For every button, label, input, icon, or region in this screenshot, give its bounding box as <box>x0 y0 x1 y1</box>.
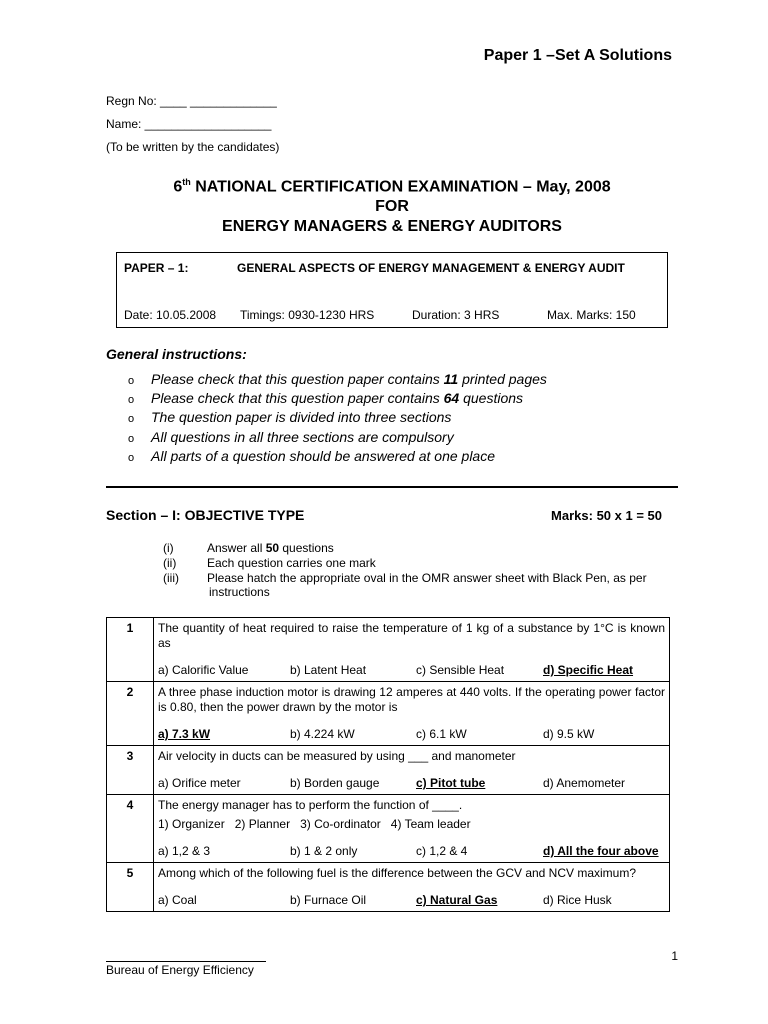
exam-date: Date: 10.05.2008 <box>124 308 217 322</box>
paper-label: PAPER – 1: <box>124 261 189 275</box>
instruction-continuation: instructions <box>209 585 270 599</box>
question-number: 1 <box>107 618 154 682</box>
section-divider <box>106 486 678 488</box>
instruction-text-pre: Answer all <box>207 541 266 555</box>
sub-item: 3) Co-ordinator <box>300 817 381 831</box>
question-row <box>107 863 670 912</box>
correct-answer-option: c) Natural Gas <box>416 893 498 907</box>
questions-table <box>106 617 670 912</box>
section-instruction <box>163 541 334 555</box>
name-field: Name: ___________________ <box>106 117 272 131</box>
footer-rule <box>106 961 266 962</box>
answer-option: a) Orifice meter <box>158 776 241 790</box>
instruction-item <box>128 448 668 467</box>
exam-timings: Timings: 0930-1230 HRS <box>240 308 375 322</box>
question-text: Among which of the following fuel is the difference between the GCV and NCV maximum? <box>158 866 637 880</box>
answer-options <box>158 727 665 742</box>
answer-option: a) 1,2 & 3 <box>158 844 211 858</box>
question-cell <box>154 746 670 795</box>
question-row <box>107 682 670 746</box>
answer-option: d) 9.5 kW <box>543 727 595 741</box>
answer-option: a) Calorific Value <box>158 663 249 677</box>
exam-title-line2: FOR <box>375 198 409 216</box>
sub-item: 1) Organizer <box>158 817 225 831</box>
sub-item: 4) Team leader <box>390 817 471 831</box>
question-sub-items <box>158 817 665 832</box>
question-number: 4 <box>107 795 154 863</box>
answer-options <box>158 663 665 678</box>
bullet-icon: o <box>128 394 135 407</box>
question-text: The energy manager has to perform the function of ____. <box>158 798 463 812</box>
question-row <box>107 618 670 682</box>
instruction-text-bold: 11 <box>443 371 459 387</box>
paper-subject: GENERAL ASPECTS OF ENERGY MANAGEMENT & ENERGY AUDIT <box>237 261 625 275</box>
instruction-text-post: printed pages <box>458 371 547 387</box>
answer-option: b) Borden gauge <box>290 776 380 790</box>
instruction-text-pre: All questions in all three sections are compulsory <box>151 428 454 445</box>
answer-option: b) Furnace Oil <box>290 893 367 907</box>
page-title: Paper 1 –Set A Solutions <box>483 47 672 64</box>
instruction-text-pre: All parts of a question should be answered at one place <box>151 447 496 464</box>
general-instructions-heading: General instructions: <box>106 346 247 362</box>
answer-options <box>158 844 665 859</box>
question-row <box>107 795 670 863</box>
instruction-number: (i) <box>163 541 174 555</box>
question-cell <box>154 795 670 863</box>
instruction-item <box>128 371 668 390</box>
instruction-number: (ii) <box>163 556 177 570</box>
question-cell <box>154 682 670 746</box>
section-heading: Section – I: OBJECTIVE TYPE <box>106 507 305 523</box>
instruction-text-post: questions <box>459 390 524 407</box>
instruction-text-pre: Each question carries one mark <box>207 556 376 570</box>
page-number: 1 <box>671 949 678 963</box>
question-number: 2 <box>107 682 154 746</box>
instruction-item <box>128 409 668 428</box>
correct-answer-option: c) Pitot tube <box>416 776 486 790</box>
section-instruction <box>163 556 376 570</box>
answer-option: c) 6.1 kW <box>416 727 467 741</box>
question-row <box>107 746 670 795</box>
sub-item: 2) Planner <box>234 817 291 831</box>
section-instruction <box>163 571 647 599</box>
answer-option: b) 1 & 2 only <box>290 844 358 858</box>
bullet-icon: o <box>128 451 135 464</box>
paper-info-box <box>116 252 668 328</box>
question-number: 3 <box>107 746 154 795</box>
question-cell <box>154 863 670 912</box>
instruction-item <box>128 390 668 409</box>
exam-title-line3: ENERGY MANAGERS & ENERGY AUDITORS <box>222 218 562 236</box>
bullet-icon: o <box>128 432 135 445</box>
exam-title <box>106 172 678 237</box>
instruction-text-bold: 50 <box>265 541 280 555</box>
instruction-text-post: questions <box>279 541 334 555</box>
section-marks: Marks: 50 x 1 = 50 <box>551 508 662 523</box>
instruction-item <box>128 429 668 448</box>
candidate-note: (To be written by the candidates) <box>106 140 280 154</box>
correct-answer-option: a) 7.3 kW <box>158 727 211 741</box>
question-cell <box>154 618 670 682</box>
instruction-text-pre: The question paper is divided into three sections <box>151 409 452 426</box>
bullet-icon: o <box>128 413 135 426</box>
regn-no-field: Regn No: ____ _____________ <box>106 94 277 108</box>
correct-answer-option: d) Specific Heat <box>543 663 634 677</box>
correct-answer-option: d) All the four above <box>543 844 659 858</box>
instruction-text-pre: Please hatch the appropriate oval in the OMR answer sheet with Black Pen, as per <box>207 571 647 585</box>
instruction-text-pre: Please check that this question paper contains <box>151 371 444 387</box>
exam-duration: Duration: 3 HRS <box>412 308 500 322</box>
instruction-number: (iii) <box>163 571 179 585</box>
bullet-icon: o <box>128 375 135 387</box>
answer-options <box>158 776 665 791</box>
answer-option: b) 4.224 kW <box>290 727 355 741</box>
answer-option: b) Latent Heat <box>290 663 367 677</box>
instruction-text-pre: Please check that this question paper contains <box>151 390 444 407</box>
answer-option: a) Coal <box>158 893 197 907</box>
question-text: The quantity of heat required to raise the temperature of 1 kg of a substance by 1°C is known as <box>158 621 665 650</box>
answer-option: c) Sensible Heat <box>416 663 505 677</box>
instruction-text-bold: 64 <box>443 390 460 407</box>
answer-option: d) Rice Husk <box>543 893 612 907</box>
question-number: 5 <box>107 863 154 912</box>
question-text: A three phase induction motor is drawing 12 amperes at 440 volts. If the operating power factor is 0.80, then the power drawn by the motor is <box>158 685 665 714</box>
answer-options <box>158 893 665 908</box>
question-text: Air velocity in ducts can be measured by using ___ and manometer <box>158 749 516 763</box>
answer-option: c) 1,2 & 4 <box>416 844 468 858</box>
footer-organization: Bureau of Energy Efficiency <box>106 963 254 977</box>
exam-title-line1: 6th NATIONAL CERTIFICATION EXAMINATION – May, 2008 <box>173 177 611 196</box>
general-instructions-list <box>128 371 668 467</box>
answer-option: d) Anemometer <box>543 776 626 790</box>
max-marks: Max. Marks: 150 <box>547 308 636 322</box>
